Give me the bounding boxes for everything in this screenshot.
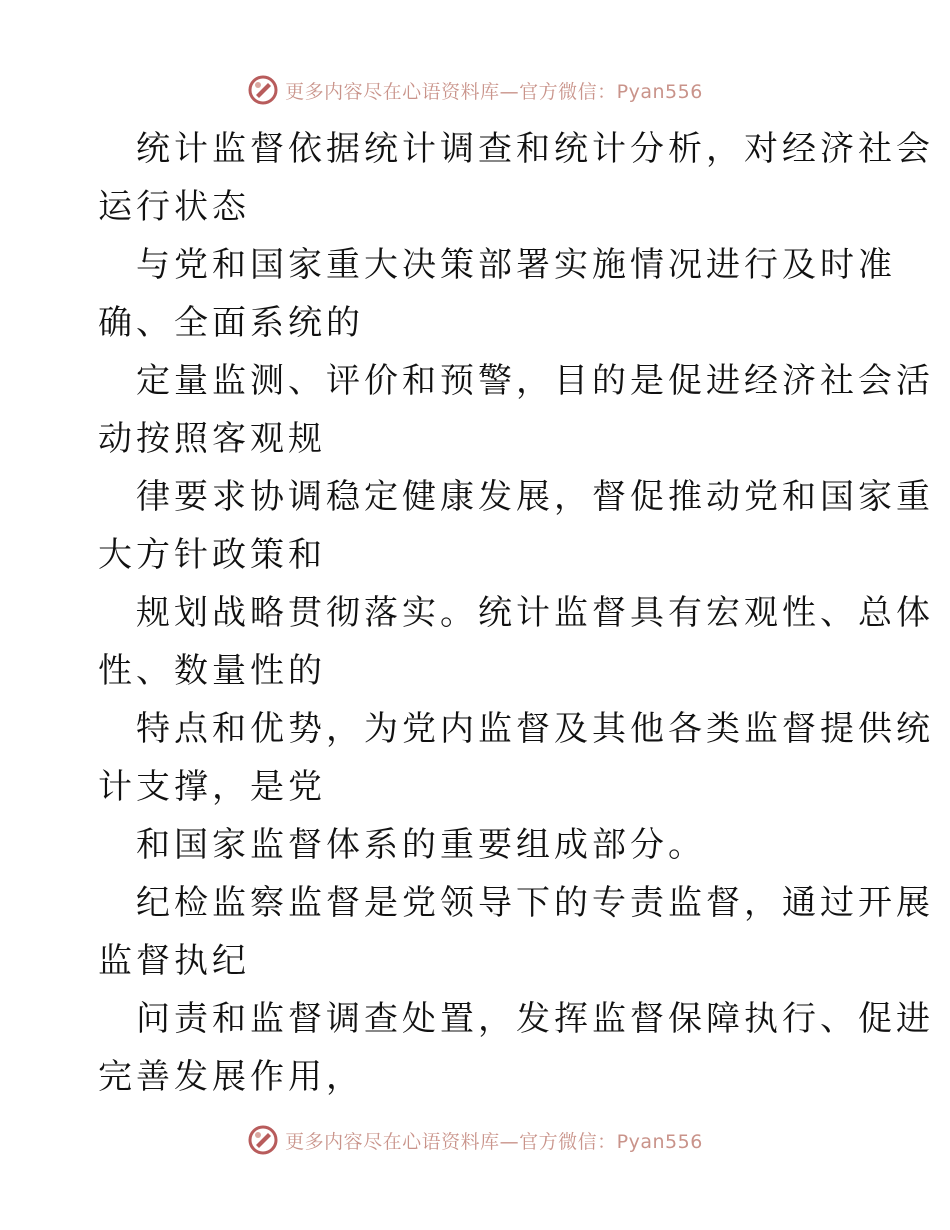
text-line: 性、数量性的	[98, 651, 326, 691]
brand-logo-icon	[247, 74, 279, 106]
text-line: 纪检监察监督是党领导下的专责监督，通过开展	[136, 883, 934, 923]
text-line: 律要求协调稳定健康发展，督促推动党和国家重	[136, 477, 934, 517]
watermark-text: 更多内容尽在心语资料库—官方微信：Pyan556	[285, 1130, 703, 1153]
text-line: 计支撑，是党	[98, 767, 326, 807]
brand-logo-icon	[247, 1124, 279, 1156]
text-line: 完善发展作用，	[98, 1057, 364, 1097]
text-line: 定量监测、评价和预警，目的是促进经济社会活	[136, 361, 934, 401]
text-line: 和国家监督体系的重要组成部分。	[136, 825, 706, 865]
text-line: 大方针政策和	[98, 535, 326, 575]
text-line: 特点和优势，为党内监督及其他各类监督提供统	[136, 709, 934, 749]
header-watermark	[0, 72, 950, 108]
text-line: 监督执纪	[98, 941, 250, 981]
text-line: 运行状态	[98, 187, 250, 227]
footer-watermark	[0, 1122, 950, 1158]
text-line: 动按照客观规	[98, 419, 326, 459]
text-line: 统计监督依据统计调查和统计分析，对经济社会	[136, 129, 934, 169]
document-body	[98, 120, 934, 1106]
text-line: 问责和监督调查处置，发挥监督保障执行、促进	[136, 999, 934, 1039]
watermark-text: 更多内容尽在心语资料库—官方微信：Pyan556	[285, 80, 703, 103]
text-line: 与党和国家重大决策部署实施情况进行及时准	[136, 245, 896, 285]
text-line: 确、全面系统的	[98, 303, 364, 343]
text-line: 规划战略贯彻落实。统计监督具有宏观性、总体	[136, 593, 934, 633]
